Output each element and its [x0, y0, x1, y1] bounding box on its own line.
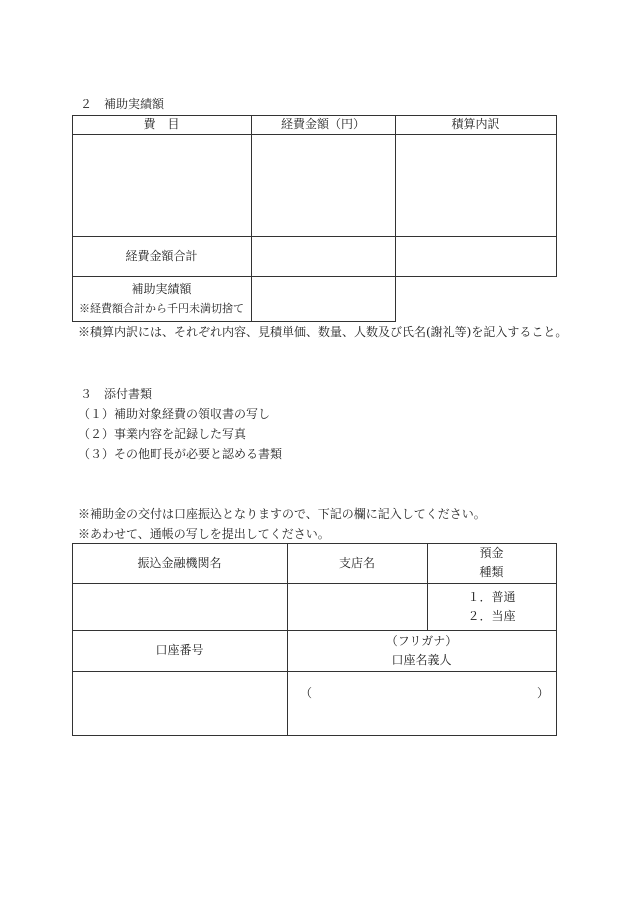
col-header-expense-amount: 経費金額（円）: [280, 117, 365, 131]
type-option-ordinary[interactable]: １．普通: [467, 589, 516, 604]
total-amount-field[interactable]: [251, 236, 395, 276]
result-amount-field[interactable]: [251, 276, 395, 321]
account-number-field[interactable]: [72, 671, 287, 735]
table-line: [72, 321, 395, 322]
branch-field[interactable]: [287, 583, 427, 630]
result-note: ※経費額合計から千円未満切捨て: [79, 301, 244, 315]
deposit-type-header: [427, 543, 556, 583]
breakdown-note: ※積算内訳には、それぞれ内容、見積単価、数量、人数及び氏名(謝礼等)を記入すること。: [78, 325, 568, 339]
table-line: [556, 115, 557, 277]
col-header-expense-item: 費 目: [143, 117, 180, 131]
type-option-current[interactable]: ２．当座: [467, 608, 516, 623]
expense-amount-field[interactable]: [251, 134, 395, 236]
bank-name-label: 振込金融機関名: [137, 555, 222, 570]
furigana-label: （フリガナ）: [385, 633, 458, 648]
holder-name-field[interactable]: [300, 706, 540, 730]
breakdown-field[interactable]: [395, 134, 556, 236]
result-label-cell: [72, 276, 251, 321]
total-breakdown-field[interactable]: [395, 236, 556, 276]
attachment-item-3: （３）その他町長が必要と認める書類: [78, 447, 283, 461]
attachment-item-1: （１）補助対象経費の領収書の写し: [78, 407, 271, 421]
holder-furigana-field[interactable]: [332, 680, 532, 704]
bank-notice-1: ※補助金の交付は口座振込となりますので、下記の欄に記入してください。: [78, 507, 486, 521]
result-label: 補助実績額: [131, 281, 192, 296]
holder-paren-close: ）: [537, 686, 550, 700]
type-label: 種類: [479, 565, 504, 579]
expense-item-field[interactable]: [72, 134, 251, 236]
bank-notice-2: ※あわせて、通帳の写しを提出してください。: [78, 527, 330, 541]
bank-name-field[interactable]: [72, 583, 287, 630]
col-header-breakdown: 積算内訳: [451, 117, 500, 131]
table-line: [72, 735, 556, 736]
deposit-label: 預金: [479, 546, 504, 560]
deposit-type-options: [427, 583, 556, 630]
section2-heading: ２ 補助実績額: [80, 97, 165, 111]
holder-label: 口座名義人: [391, 652, 452, 667]
section3-heading: ３ 添付書類: [80, 387, 153, 401]
branch-label: 支店名: [338, 555, 375, 570]
attachment-item-2: （２）事業内容を記録した写真: [78, 427, 247, 441]
holder-paren-open: （: [300, 686, 313, 700]
total-label: 経費金額合計: [125, 248, 198, 263]
table-line: [556, 543, 557, 736]
account-number-label: 口座番号: [155, 643, 204, 657]
account-holder-header: [287, 630, 556, 671]
